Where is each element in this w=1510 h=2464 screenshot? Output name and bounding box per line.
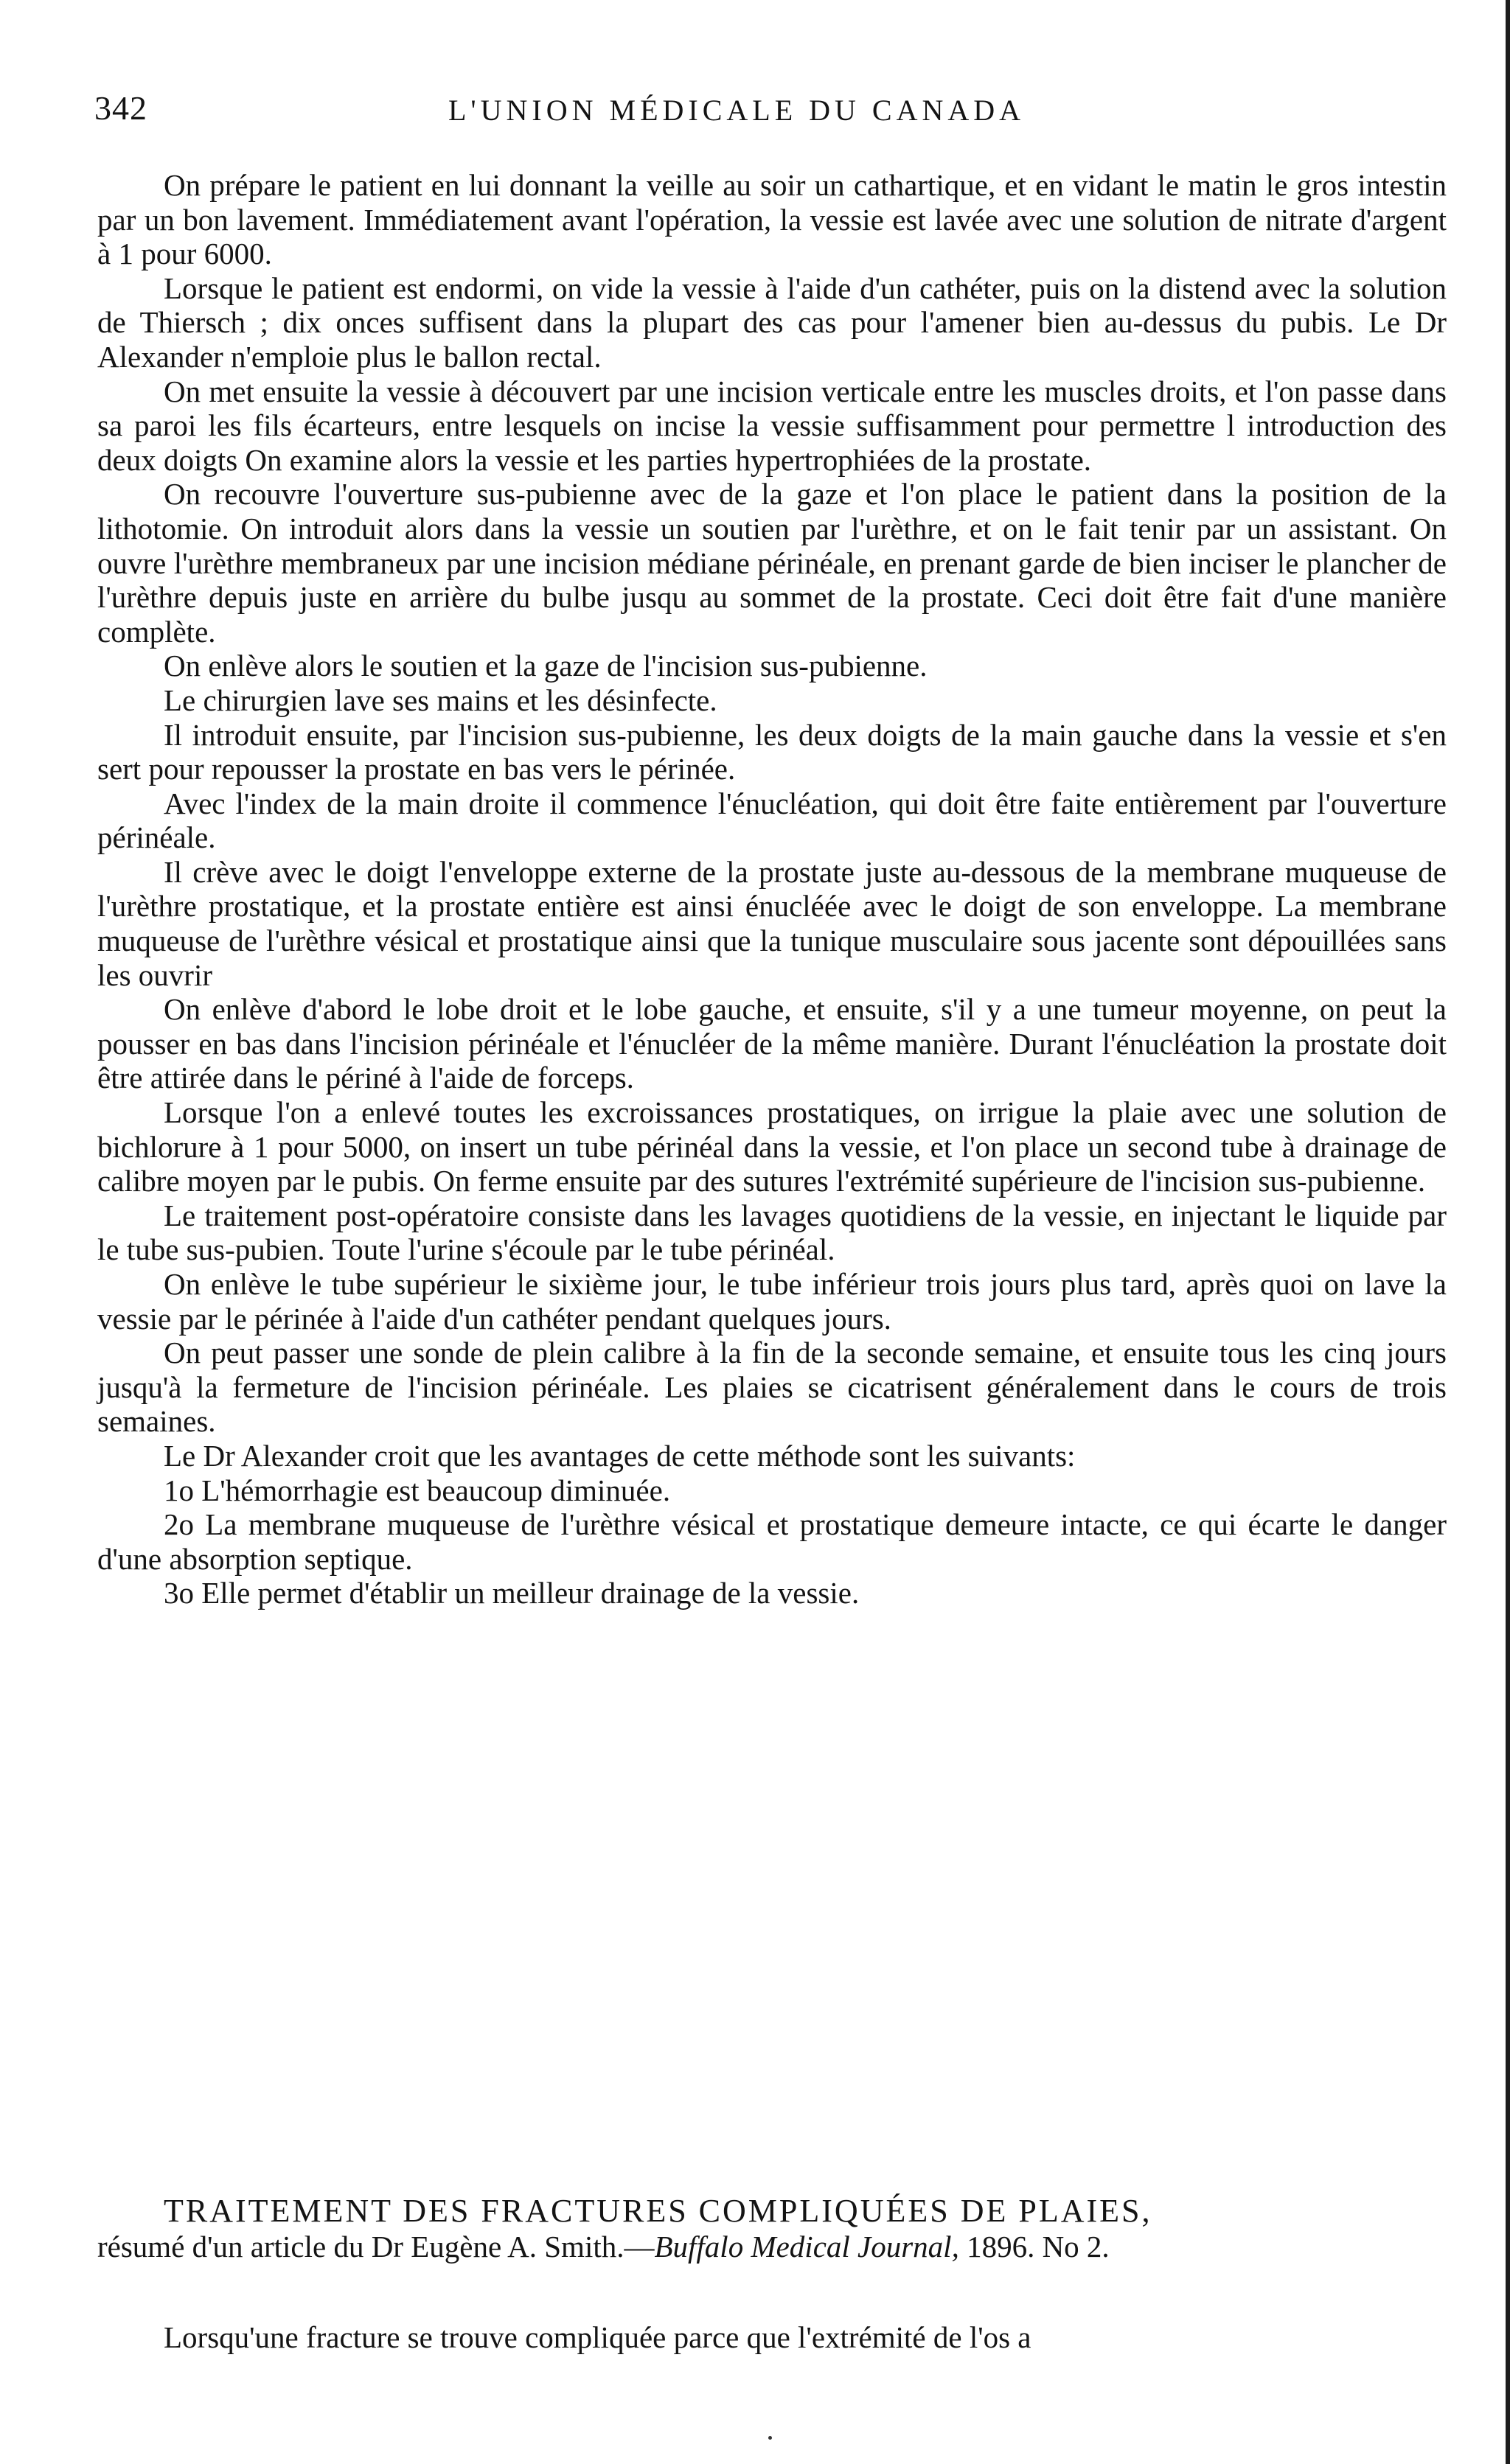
paragraph: On prépare le patient en lui donnant la veille au soir un cathartique, et en vidant le matin le gros intestin par un bon lavement. Immédiatement avant l'opération, la vessie est lavée avec une solution de nitrate d'argent à 1 pour 6000. [97, 168, 1447, 271]
list-item: 1o L'hémorrhagie est beaucoup diminuée. [164, 1473, 671, 1507]
list-item: 2o La membrane muqueuse de l'urèthre vésical et prostatique demeure intacte, ce qui écarte le danger d'une absorption septique. [97, 1507, 1447, 1576]
paragraph: On enlève alors le soutien et la gaze de l'incision sus-pubienne. [164, 649, 928, 683]
list-item: 3o Elle permet d'établir un meilleur drainage de la vessie. [164, 1576, 860, 1610]
article-start [97, 2320, 1447, 2355]
journal-name: Buffalo Medical Journal, [654, 2230, 959, 2264]
paragraph: Lorsque l'on a enlevé toutes les excroissances prostatiques, on irrigue la plaie avec une solution de bichlorure à 1 pour 5000, on insert un tube périnéal dans la vessie, et l'on place un second tube à drainage de calibre moyen par le pubis. On ferme ensuite par des sutures l'extrémité supérieure de l'incision sus-pubienne. [97, 1095, 1447, 1198]
article-body [97, 168, 1447, 1610]
article-heading [97, 2193, 1447, 2264]
paragraph: On recouvre l'ouverture sus-pubienne avec de la gaze et l'on place le patient dans la position de la lithotomie. On introduit alors dans la vessie un soutien par l'urèthre, et on le fait tenir par un assistant. On ouvre l'urèthre membraneux par une incision médiane périnéale, en prenant garde de bien inciser le plancher de l'urèthre depuis juste en arrière du bulbe jusqu au sommet de la prostate. Ceci doit être fait d'une manière complète. [97, 477, 1447, 649]
paragraph: Avec l'index de la main droite il commence l'énucléation, qui doit être faite entièrement par l'ouverture périnéale. [97, 786, 1447, 855]
paragraph: On met ensuite la vessie à découvert par une incision verticale entre les muscles droits, et l'on passe dans sa paroi les fils écarteurs, entre lesquels on incise la vessie suffisamment pour permettre l introduction des deux doigts On examine alors la vessie et les parties hypertrophiées de la prostate. [97, 374, 1447, 477]
page-header [94, 88, 1422, 133]
page-edge-rule [1506, 0, 1510, 2464]
page-speck [768, 2436, 772, 2440]
paragraph: Lorsque le patient est endormi, on vide la vessie à l'aide d'un cathéter, puis on la distend avec la solution de Thiersch ; dix onces suffisent dans la plupart des cas pour l'amener bien au-dessus du pubis. Le Dr Alexander n'emploie plus le ballon rectal. [97, 271, 1447, 374]
page-number: 342 [94, 89, 147, 127]
paragraph: Le chirurgien lave ses mains et les désinfecte. [164, 683, 717, 717]
paragraph: Le Dr Alexander croit que les avantages de cette méthode sont les suivants: [164, 1438, 1076, 1473]
paragraph: Le traitement post-opératoire consiste dans les lavages quotidiens de la vessie, en injectant le liquide par le tube sus-pubien. Toute l'urine s'écoule par le tube périnéal. [97, 1198, 1447, 1267]
citation-suffix: 1896. No 2. [958, 2230, 1110, 2264]
article-citation [97, 2230, 1447, 2264]
paragraph: On enlève d'abord le lobe droit et le lobe gauche, et ensuite, s'il y a une tumeur moyenne, on peut la pousser en bas dans l'incision périnéale et l'énucléer de la même manière. Durant l'énucléation la prostate doit être attirée dans le périné à l'aide de forceps. [97, 992, 1447, 1095]
paragraph: On peut passer une sonde de plein calibre à la fin de la seconde semaine, et ensuite tous les cinq jours jusqu'à la fermeture de l'incision périnéale. Les plaies se cicatrisent généralement dans le cours de trois semaines. [97, 1336, 1447, 1439]
paragraph: On enlève le tube supérieur le sixième jour, le tube inférieur trois jours plus tard, après quoi on lave la vessie par le périnée à l'aide d'un cathéter pendant quelques jours. [97, 1267, 1447, 1336]
paragraph: Lorsqu'une fracture se trouve compliquée parce que l'extrémité de l'os a [164, 2320, 1031, 2354]
paragraph: Il crève avec le doigt l'enveloppe externe de la prostate juste au-dessous de la membrane muqueuse de l'urèthre prostatique, et la prostate entière est ainsi énucléée avec le doigt de son enveloppe. La membrane muqueuse de l'urèthre vésical et prostatique ainsi que la tunique musculaire sous jacente sont dépouillées sans les ouvrir [97, 854, 1447, 992]
article-title: TRAITEMENT DES FRACTURES COMPLIQUÉES DE PLAIES, [164, 2193, 1152, 2229]
running-title: L'UNION MÉDICALE DU CANADA [448, 94, 1026, 127]
paragraph: Il introduit ensuite, par l'incision sus-pubienne, les deux doigts de la main gauche dans la vessie et s'en sert pour repousser la prostate en bas vers le périnée. [97, 717, 1447, 786]
citation-prefix: résumé d'un article du Dr Eugène A. Smith.— [97, 2230, 655, 2264]
